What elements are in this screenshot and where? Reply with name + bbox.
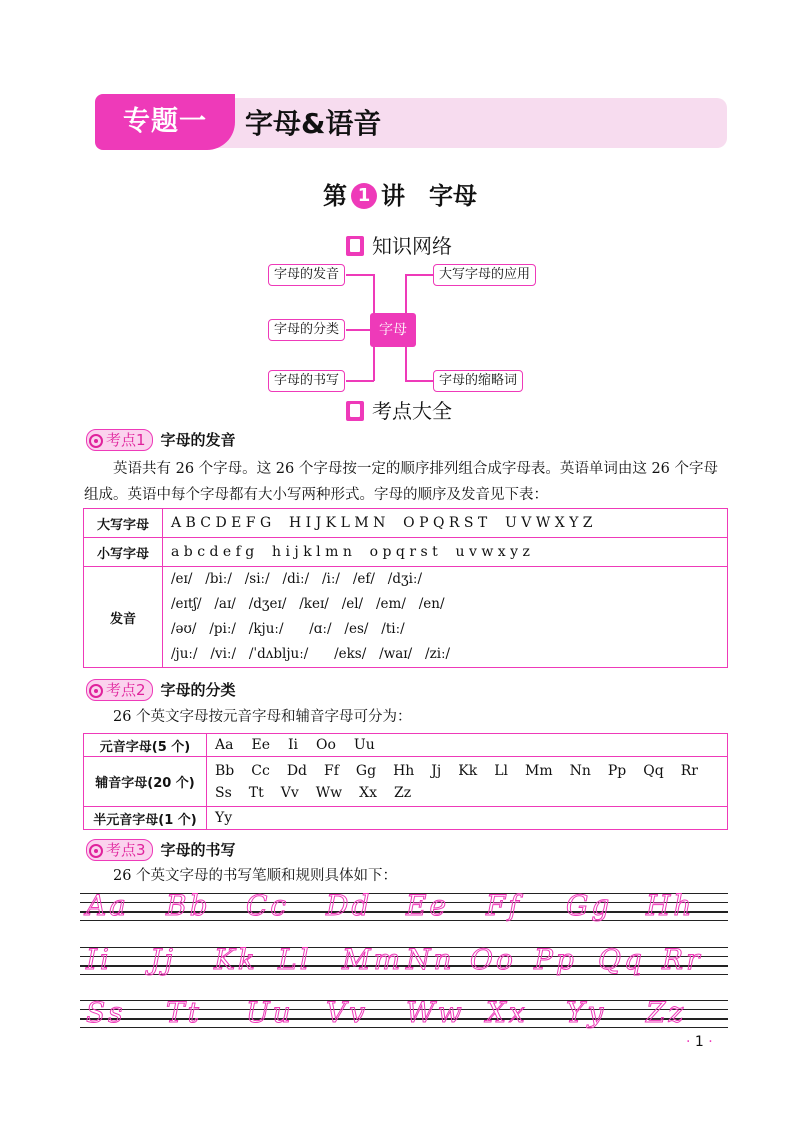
semivowel-letter: Yy [215,810,233,826]
handwritten-letter-pair: Dd [326,889,373,922]
consonant-letter: Dd [286,762,307,779]
target-icon [89,844,103,858]
vowel-letter: Ee [251,737,270,753]
exam-points-label: 考点大全 [372,399,452,423]
consonant-letter: Jj [431,762,442,779]
consonant-letter: Cc [251,762,270,779]
handwriting-grid [80,943,728,981]
sound-row: /əʊ/ /piː/ /kjuː/ /ɑː/ /es/ /tiː/ [171,621,405,637]
topic-title: 字母&语音 [245,107,382,140]
map-line [405,347,407,380]
handwritten-letter-pair: Pp [534,943,577,976]
map-line [373,274,375,314]
map-line [346,380,374,382]
handwritten-letter-pair: Kk [214,943,258,976]
target-icon [89,684,103,698]
handwritten-letter-pair: Uu [246,996,294,1029]
map-node-classification: 字母的分类 [268,319,345,341]
map-line [346,274,374,276]
handwritten-letter-pair: Ll [278,943,312,976]
handwritten-letter-pair: Hh [646,889,695,922]
handwritten-letter-pair: Ss [86,996,126,1029]
sound-row: /eɪtʃ/ /aɪ/ /dʒeɪ/ /keɪ/ /el/ /em/ /en/ [171,596,445,612]
upper-label: 大写字母 [84,509,163,538]
exam-points-heading [346,397,452,425]
consonant-letter: Ww [315,784,343,801]
handwriting-grid [80,996,728,1034]
consonant-letter: Gg [355,762,377,779]
map-node-abbreviations: 字母的缩略词 [433,370,523,392]
consonant-letter: Qq [643,762,664,779]
map-node-capital-use: 大写字母的应用 [433,264,536,286]
consonant-letter: Zz [394,784,412,801]
consonant-letter: Hh [393,762,415,779]
vowel-letter: Ii [287,737,298,753]
alphabet-table [83,508,728,668]
kp3-title: 字母的书写 [160,840,236,859]
sound-row: /juː/ /viː/ /ˈdʌbljuː/ /eks/ /waɪ/ /ziː/ [171,646,451,662]
handwritten-letter-pair: Oo [470,943,516,976]
consonant-letter: Nn [569,762,591,779]
handwritten-letter-pair: Ff [486,889,522,922]
lower-label: 小写字母 [84,538,163,567]
map-line [346,329,370,331]
topic-tab: 专题一 [95,94,235,150]
kp3-paragraph: 26 个英文字母的书写笔顺和规则具体如下： [113,868,398,884]
consonant-letter: Pp [607,762,627,779]
handwritten-letter-pair: Ee [406,889,450,922]
handwritten-letter-pair: Tt [166,996,202,1029]
classification-table [83,733,728,830]
lecture-title [0,178,800,214]
lower-letters: a b c d e f g h i j k l m n o p q r s t u v w x y z [163,538,728,567]
handwritten-letter-pair: Ii [86,943,113,976]
kp1-badge: 考点1 [86,429,153,451]
consonant-letter: Bb [215,762,235,779]
handwritten-letter-pair: Yy [566,996,607,1029]
vowel-letter: Aa [215,737,234,753]
map-line [405,380,433,382]
handwritten-letter-pair: Qq [598,943,645,976]
handwritten-letter-pair: Ww [406,996,465,1029]
upper-letters: A B C D E F G H I J K L M N O P Q R S T U V W X Y Z [163,509,728,538]
book-icon [346,401,364,421]
sounds-cell [163,567,728,668]
handwritten-letter-pair: Mm [342,943,404,976]
consonant-letter: Ll [494,762,508,779]
handwritten-letter-pair: Rr [662,943,703,976]
handwritten-letter-pair: Gg [566,889,613,922]
kp3-badge: 考点3 [86,839,153,861]
handwritten-letter-pair: Vv [326,996,369,1029]
kp2-paragraph: 26 个英文字母按元音字母和辅音字母可分为： [113,709,412,725]
handwritten-letter-pair: Xx [486,996,528,1029]
map-node-writing: 字母的书写 [268,370,345,392]
consonant-letters [207,757,728,807]
handwritten-letter-pair: Zz [646,996,687,1029]
kp2-badge: 考点2 [86,679,153,701]
map-line [405,274,433,276]
map-line [405,274,407,314]
vowel-label: 元音字母(5 个) [84,734,207,757]
vowel-letter: Oo [316,737,336,753]
map-node-pronunciation: 字母的发音 [268,264,345,286]
kp2-heading [86,678,236,701]
consonant-letter: Mm [524,762,553,779]
kp1-heading [86,428,236,451]
consonant-letter: Tt [248,784,264,801]
consonant-letter: Xx [359,784,378,801]
consonant-letter: Kk [458,762,478,779]
handwriting-grid [80,889,728,927]
map-center-node: 字母 [370,313,416,347]
consonant-letter: Vv [280,784,299,801]
lecture-topic: 字母 [429,182,477,210]
handwritten-letter-pair: Bb [166,889,211,922]
kp2-title: 字母的分类 [160,680,236,699]
semivowel-letters [207,807,728,830]
kp1-paragraph: 英语共有 26 个字母。这 26 个字母按一定的顺序排列组合成字母表。英语单词由这 26 个字母组成。英语中每个字母都有大小写两种形式。字母的顺序及发音见下表： [84,461,719,503]
consonant-letter: Rr [680,762,698,779]
consonant-letter: Ss [215,784,232,801]
handwritten-letter-pair: Jj [150,943,176,976]
sound-label: 发音 [84,567,163,668]
handwritten-letter-pair: Aa [86,889,129,922]
knowledge-network-heading [346,232,452,260]
vowel-letter: Uu [353,737,375,753]
consonant-label: 辅音字母(20 个) [84,757,207,807]
book-icon [346,236,364,256]
lecture-number: 1 [351,183,377,209]
sound-row: /eɪ/ /biː/ /siː/ /diː/ /iː/ /ef/ /dʒiː/ [171,571,423,587]
handwritten-letter-pair: Cc [246,889,290,922]
handwritten-letter-pair: Nn [406,943,455,976]
knowledge-network-label: 知识网络 [372,234,452,258]
kp3-heading [86,838,236,861]
lecture-suffix: 讲 [381,182,405,210]
kp1-title: 字母的发音 [160,430,236,449]
target-icon [89,434,103,448]
consonant-letter: Ff [324,762,339,779]
page-number: · 1 · [686,1034,713,1050]
map-line [373,347,375,381]
vowel-letters [207,734,728,757]
semivowel-label: 半元音字母(1 个) [84,807,207,830]
lecture-prefix: 第 [323,182,347,210]
